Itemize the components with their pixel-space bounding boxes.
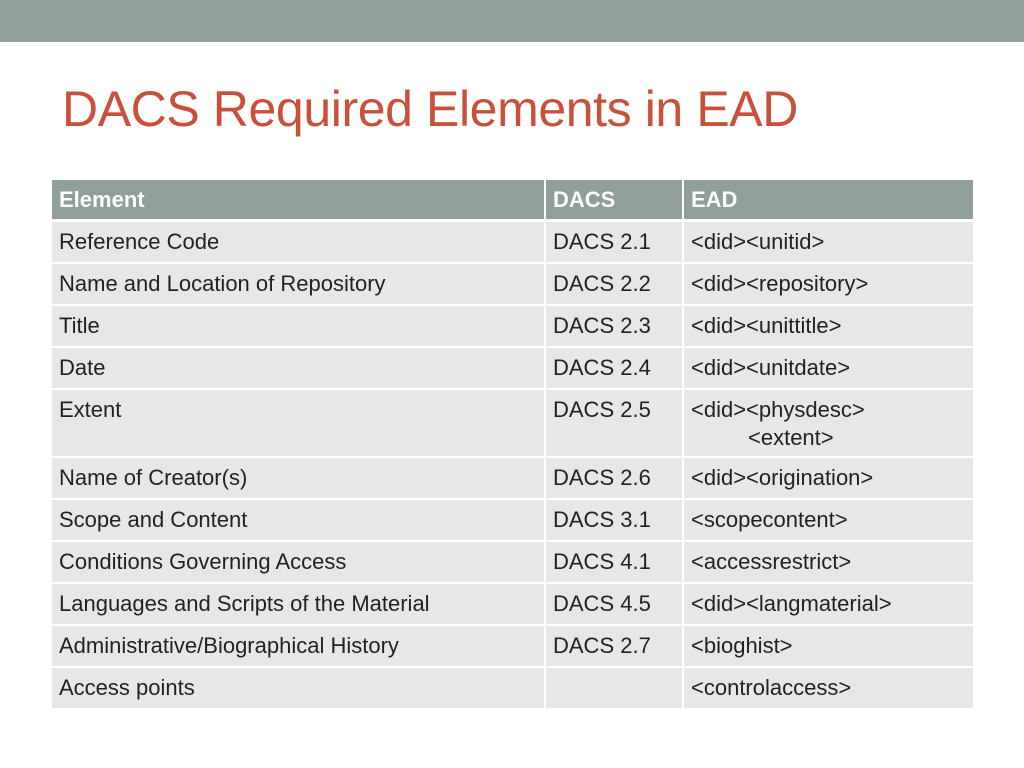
dacs-cell: DACS 2.5: [545, 389, 683, 457]
ead-cell: <accessrestrict>: [683, 541, 973, 583]
dacs-cell: DACS 4.5: [545, 583, 683, 625]
element-cell: Reference Code: [52, 221, 545, 264]
top-accent-bar: [0, 0, 1024, 42]
table-row: [52, 263, 973, 305]
ead-cell-line2: <extent>: [748, 425, 834, 450]
column-header-dacs: DACS: [545, 180, 683, 221]
dacs-cell: DACS 2.7: [545, 625, 683, 667]
ead-cell: <bioghist>: [683, 625, 973, 667]
ead-cell: <did><unittitle>: [683, 305, 973, 347]
dacs-cell: DACS 2.6: [545, 457, 683, 499]
dacs-cell: DACS 2.1: [545, 221, 683, 264]
table-row: [52, 389, 973, 457]
ead-cell-line1: <did><physdesc>: [691, 397, 865, 422]
ead-cell: <controlaccess>: [683, 667, 973, 709]
table-row: [52, 457, 973, 499]
column-header-element: Element: [52, 180, 545, 221]
element-cell: Date: [52, 347, 545, 389]
element-cell: Extent: [52, 389, 545, 457]
table-row: [52, 583, 973, 625]
ead-cell: <did><langmaterial>: [683, 583, 973, 625]
element-cell: Conditions Governing Access: [52, 541, 545, 583]
element-cell: Name of Creator(s): [52, 457, 545, 499]
element-cell: Access points: [52, 667, 545, 709]
dacs-cell: DACS 3.1: [545, 499, 683, 541]
table-row: [52, 221, 973, 264]
table-row: [52, 625, 973, 667]
element-cell: Scope and Content: [52, 499, 545, 541]
dacs-cell: [545, 667, 683, 709]
element-cell: Languages and Scripts of the Material: [52, 583, 545, 625]
table-row: [52, 667, 973, 709]
dacs-cell: DACS 4.1: [545, 541, 683, 583]
element-cell: Administrative/Biographical History: [52, 625, 545, 667]
column-header-ead: EAD: [683, 180, 973, 221]
ead-cell: <did><origination>: [683, 457, 973, 499]
ead-cell: <did><unitdate>: [683, 347, 973, 389]
slide-title: DACS Required Elements in EAD: [62, 81, 798, 137]
table-row: [52, 499, 973, 541]
dacs-cell: DACS 2.2: [545, 263, 683, 305]
ead-cell: <scopecontent>: [683, 499, 973, 541]
table-header-row: [52, 180, 973, 221]
dacs-cell: DACS 2.3: [545, 305, 683, 347]
table-row: [52, 305, 973, 347]
element-cell: Title: [52, 305, 545, 347]
table-row: [52, 541, 973, 583]
ead-cell: [683, 389, 973, 457]
element-cell: Name and Location of Repository: [52, 263, 545, 305]
dacs-cell: DACS 2.4: [545, 347, 683, 389]
ead-cell: <did><unitid>: [683, 221, 973, 264]
ead-cell: <did><repository>: [683, 263, 973, 305]
dacs-ead-table: [52, 180, 973, 710]
table-row: [52, 347, 973, 389]
